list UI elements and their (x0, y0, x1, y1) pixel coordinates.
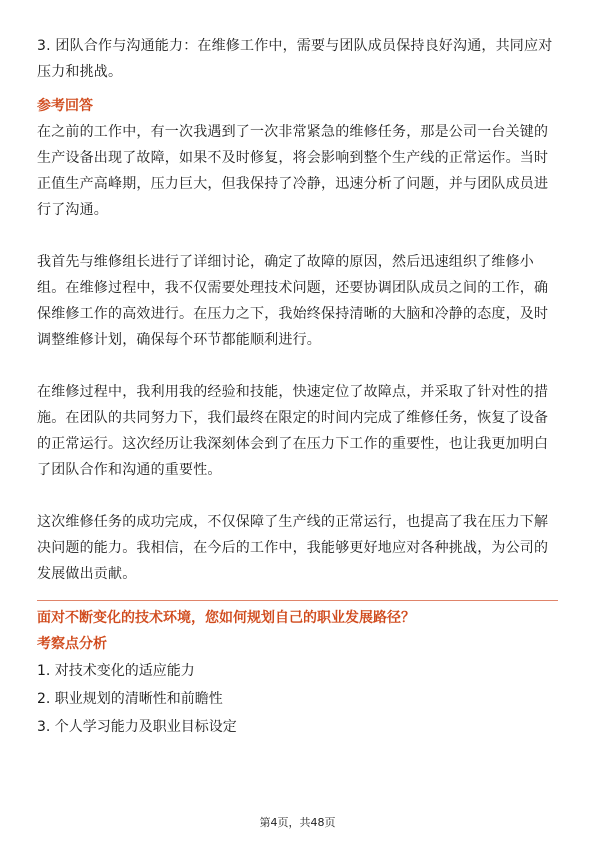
page-number-footer: 第4页，共48页 (259, 816, 336, 829)
answer-paragraph-1: 在之前的工作中，有一次我遇到了一次非常紧急的维修任务，那是公司一台关键的生产设备出现了故障，如果不及时修复，将会影响到整个生产线的正常运作。当时正值生产高峰期，压力巨大，但我保持了冷静，迅速分析了问题，并与团队成员进行了沟通。 (37, 124, 549, 218)
paragraph-gap (37, 353, 558, 379)
answer-paragraph-3: 在维修过程中，我利用我的经验和技能，快速定位了故障点，并采取了针对性的措施。在团队的共同努力下，我们最终在限定的时间内完成了维修任务，恢复了设备的正常运行。这次经历让我深刻体会到了在压力下工作的重要性，也让我更加明白了团队合作和沟通的重要性。 (37, 384, 549, 478)
answer-paragraph-2: 我首先与维修组长进行了详细讨论，确定了故障的原因，然后迅速组织了维修小组。在维修过程中，我不仅需要处理技术问题，还要协调团队成员之间的工作，确保维修工作的高效进行。在压力之下，我始终保持清晰的大脑和冷静的态度，及时调整维修计划，确保每个环节都能顺利进行。 (37, 254, 549, 348)
analysis-item-2: 2. 职业规划的清晰性和前瞻性 (37, 691, 223, 707)
analysis-heading: 考察点分析 (37, 636, 107, 652)
next-question: 面对不断变化的技术环境，您如何规划自己的职业发展路径？ (37, 610, 415, 626)
paragraph-gap (37, 483, 558, 509)
analysis-item-3: 3. 个人学习能力及职业目标设定 (37, 719, 237, 735)
paragraph-gap (37, 223, 558, 249)
analysis-item-1: 1. 对技术变化的适应能力 (37, 663, 195, 679)
answer-heading: 参考回答 (37, 98, 93, 114)
section-divider (37, 600, 558, 601)
page-content (37, 33, 558, 741)
answer-paragraph-4: 这次维修任务的成功完成，不仅保障了生产线的正常运行，也提高了我在压力下解决问题的能力。我相信，在今后的工作中，我能够更好地应对各种挑战，为公司的发展做出贡献。 (37, 514, 549, 582)
top-list-item: 3. 团队合作与沟通能力：在维修工作中，需要与团队成员保持良好沟通，共同应对压力和挑战。 (37, 38, 553, 80)
